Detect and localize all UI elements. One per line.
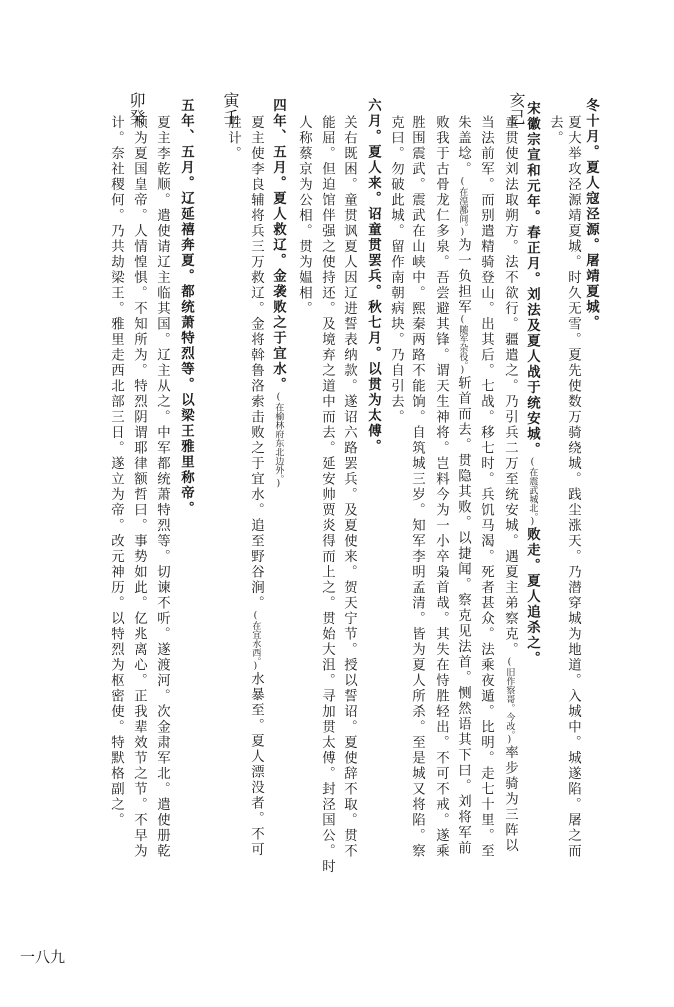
annotation-note: (在榆林府东北边外。) [273, 392, 284, 489]
entry-heading: 六月。夏人来。诏童贯罢兵。秋七月。以贯为太傅。 [365, 98, 382, 455]
text-segment: 胜计。 [225, 115, 241, 162]
text-segment: 水暴至。夏人漂没者。不可 [248, 671, 264, 858]
entry-heading: 四年、五月。夏人救辽。金袭败之于宜水。 [270, 98, 287, 393]
annotation-note: (在震武城北。) [527, 457, 538, 527]
entry-heading: 败走。夏人追杀之。 [524, 527, 541, 667]
text-column-20 [132, 115, 145, 859]
text-column-3 [548, 115, 561, 146]
text-column-10 [389, 115, 402, 425]
text-segment: 胜围震武。震武在山峡中。熙秦两路不能饷。自筑城三岁。知军李明孟清。皆为夏人所杀。至是城又将陷。察 [409, 115, 425, 859]
text-column-2 [566, 115, 579, 859]
annotation-note: (在湟鄯间。) [457, 177, 468, 238]
text-segment: 关右既困。童贯讽夏人因辽进誓表纳款。遂诏六路罢兵。及夏使来。贺天宁节。授以誓诏。夏使辞不取。贯不 [341, 115, 357, 859]
text-column-5 [503, 115, 516, 854]
era-heading-renyin: 寅壬 [221, 92, 240, 126]
text-column-14 [297, 115, 310, 317]
text-column-18 [179, 98, 193, 517]
text-segment: 夏主使李良辅将兵三万救辽。金将斡鲁洛索击败之于宜水。追至野谷涧。 [248, 115, 264, 611]
text-column-17 [226, 115, 239, 162]
text-segment: 当法前军。而别遣精骑登山。出其后。七战。移七时。兵饥马渴。死者甚众。法乘夜遁。比明。走七十里。至 [478, 115, 494, 859]
text-segment: 克曰。勿破此城。留作南朝病块。乃自引去。 [388, 115, 404, 425]
text-column-16 [249, 115, 262, 858]
era-heading-jisi: 亥己 [507, 92, 526, 126]
text-column-12 [342, 115, 355, 859]
entry-heading: 冬十月。夏人寇泾源。屠靖夏城。 [583, 98, 600, 331]
entry-heading: 宋徽宗宣和元年。春正月。刘法及夏人战于统安城。 [524, 101, 541, 458]
text-column-6 [479, 115, 492, 859]
text-column-7 [456, 115, 469, 856]
text-segment: 顺为夏国皇帝。人情惶惧。不知所为。特烈阴谓耶律额哲曰。事势如此。亿兆离心。正我辈效节之节。不早为 [131, 115, 147, 859]
text-column-15 [271, 98, 285, 489]
annotation-note: (旧作察哥。今改。) [504, 657, 515, 745]
page-number: 一八九 [20, 948, 66, 966]
text-segment: 率步骑为三阵以 [502, 745, 518, 854]
text-column-1 [584, 98, 598, 331]
text-segment: 斩首而去。贯隐其败。以捷闻。察克见法首。恻然语其下曰。刘将军前 [455, 375, 471, 856]
annotation-note: (随军杂役。) [457, 315, 468, 376]
text-segment: 人称蔡京为公相。贯为媪相。 [296, 115, 312, 317]
text-segment: 为一负担军 [455, 237, 471, 315]
text-column-21 [109, 115, 122, 828]
text-column-13 [320, 115, 333, 875]
text-column-11 [366, 98, 380, 455]
text-segment: 败我于古骨龙仁多泉。吾尝避其锋。谓天生神将。岂料今为一小卒枭首哉。其失在恃胜轻出。不可不戒。遂乘 [433, 115, 449, 859]
text-segment: 夏主李乾顺。遣使请辽主临其国。辽主从之。中军都统萧特烈等。切谏不听。遂渡河。次金肃军北。遣使册乾 [154, 115, 170, 859]
text-segment: 能屈。但迫馆伴强之使持还。及境弃之道中而去。延安帅贾炎得而上之。贯始大沮。寻加贯太傅。封泾国公。时 [319, 115, 335, 875]
text-segment: 夏大举攻泾源靖夏城。时久无雪。夏先使数万骑绕城。践尘涨天。乃潜穿城为地道。入城中。城遂陷。屠之而 [565, 115, 581, 859]
text-segment: 计。奈社稷何。乃共劫梁王。雅里走西北部三日。遂立为帝。改元神历。以特烈为枢密使。特默格副之。 [108, 115, 124, 828]
era-heading-guimao: 卯癸 [127, 92, 146, 126]
text-segment: 童贯使刘法取朔方。法不欲行。疆遣之。乃引兵二万至统安城。遇夏主弟察克。 [502, 115, 518, 658]
text-column-9 [410, 115, 423, 859]
annotation-note: (在宜水西。) [250, 611, 261, 672]
text-column-19 [155, 115, 168, 859]
entry-heading: 五年、五月。辽延禧奔夏。都统萧特烈等。以梁王雅里称帝。 [178, 98, 195, 517]
text-segment: 朱盖埝。 [455, 115, 471, 177]
text-column-4 [525, 101, 539, 667]
text-segment: 去。 [547, 115, 563, 146]
text-column-8 [434, 115, 447, 859]
